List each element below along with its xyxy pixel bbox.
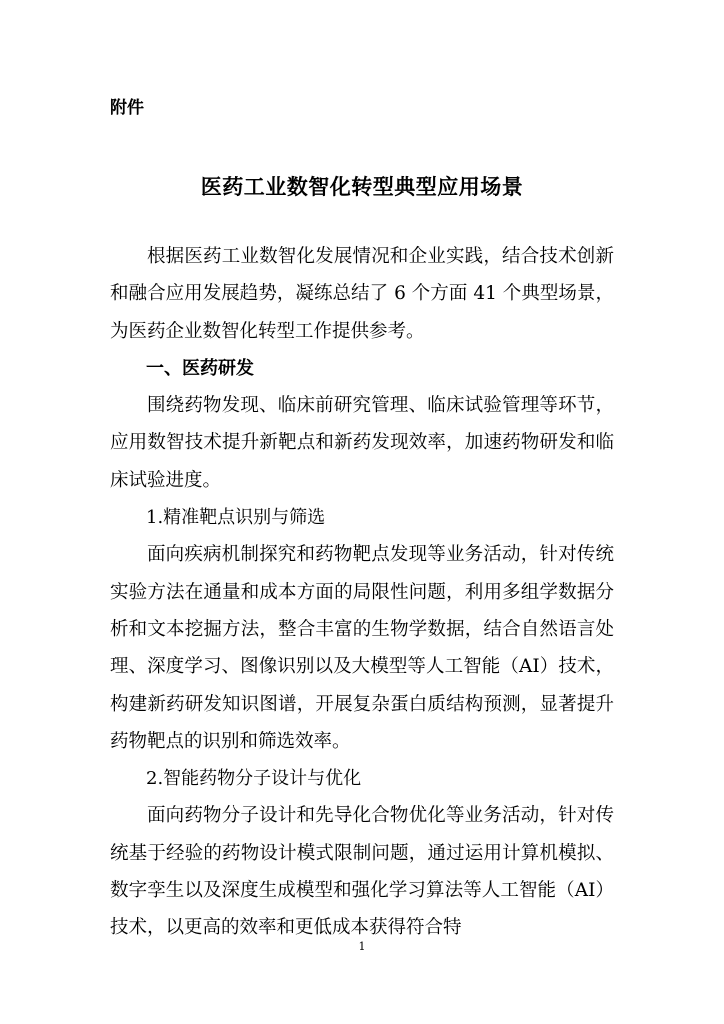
section-heading-research: 一、医药研发 — [146, 357, 254, 379]
target-identification-paragraph: 面向疾病机制探究和药物靶点发现等业务活动，针对传统实验方法在通量和成本方面的局限性问题，利用多组学数据分析和文本挖掘方法，整合丰富的生物学数据，结合自然语言处理、深度学习、图像识别以及大模型等人工智能（AI）技术，构建新药研发知识图谱，开展复杂蛋白质结构预测，显著提升药物靶点的识别和筛选效率。 — [110, 544, 614, 752]
subsection-heading-molecule-design: 2.智能药物分子设计与优化 — [146, 768, 362, 790]
document-title: 医药工业数智化转型典型应用场景 — [200, 174, 524, 199]
section-description-paragraph: 围绕药物发现、临床前研究管理、临床试验管理等环节，应用数智技术提升新靶点和新药发现效率，加速药物研发和临床试验进度。 — [110, 395, 614, 491]
molecule-design-paragraph: 面向药物分子设计和先导化合物优化等业务活动，针对传统基于经验的药物设计模式限制问题，通过运用计算机模拟、数字孪生以及深度生成模型和强化学习算法等人工智能（AI）技术，以更高的效率和更低成本获得符合特 — [110, 805, 614, 939]
intro-paragraph: 根据医药工业数智化发展情况和企业实践，结合技术创新和融合应用发展趋势，凝练总结了 6 个方面 41 个典型场景，为医药企业数智化转型工作提供参考。 — [110, 246, 614, 342]
attachment-label: 附件 — [110, 98, 144, 118]
page-number: 1 — [358, 940, 366, 953]
document-body — [110, 238, 614, 947]
subsection-heading-target-identification: 1.精准靶点识别与筛选 — [146, 507, 326, 529]
